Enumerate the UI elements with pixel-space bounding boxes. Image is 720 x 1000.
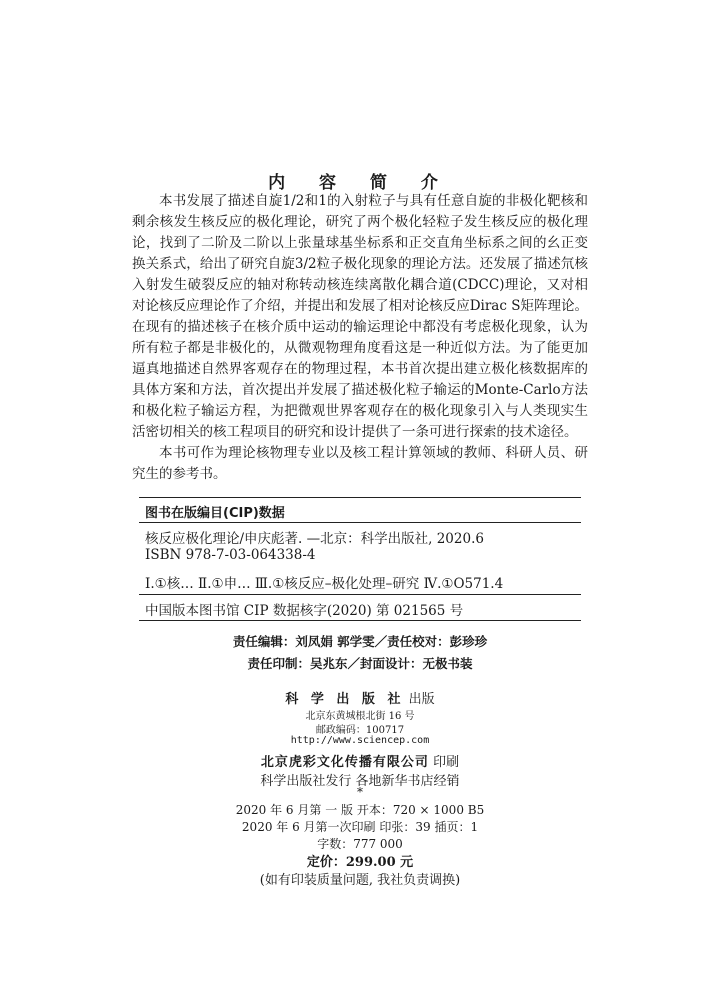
publisher-address: 北京东黄城根北街 16 号: [305, 711, 415, 722]
cip-bottom-rule: [139, 620, 581, 621]
publisher-suffix: 出版: [408, 692, 435, 707]
abstract-paragraph-2: 本书可作为理论核物理专业以及核工程计算领域的教师、科研人员、研究生的参考书。: [132, 445, 588, 482]
price: 定价：299.00 元: [306, 855, 414, 870]
cip-line-title: 核反应极化理论/申庆彪著. —北京：科学出版社, 2020.6: [145, 531, 484, 547]
printing-line: 2020 年 6 月第一次印刷 印张：39 插页：1: [241, 820, 479, 834]
section-title: 内 容 简 介: [268, 173, 452, 193]
printer-suffix: 印刷: [433, 755, 460, 770]
abstract-paragraph-1: 本书发展了描述自旋1/2和1的入射粒子与具有任意自旋的非极化靶核和剩余核发生核反应的极化理论，研究了两个极化轻粒子发生核反应的极化理论，找到了二阶及二阶以上张量球基坐标系和正交直角坐标系之间的幺正变换关系式，给出了研究自旋3/2粒子极化现象的理论方法。还发展了描述氘核入射发生破裂反应的轴对称转动核连续离散化耦合道(CDCC)理论，又对相对论核反应理论作了介绍，并提出和发展了相对论核反应Dirac S矩阵理论。在现有的描述核子在核介质中运动的输运理论中都没有考虑极化现象，认为所有粒子都是非极化的，从微观物理角度看这是一种近似方法。为了能更加逼真地描述自然界客观存在的物理过程，本书首次提出建立极化核数据库的具体方案和方法，首次提出并发展了描述极化粒子输运的Monte-Carlo方法和极化粒子输运方程，为把微观世界客观存在的极化现象引入与人类现实生活密切相关的核工程项目的研究和设计提供了一条可进行探索的技术途径。: [132, 193, 588, 440]
edition-line: 2020 年 6 月第 一 版 开本：720 × 1000 B5: [235, 803, 485, 817]
quality-notice: (如有印装质量问题, 我社负责调换): [259, 873, 461, 888]
printer-name: 北京虎彩文化传播有限公司: [260, 755, 429, 770]
publisher-postcode: 邮政编码：100717: [315, 725, 405, 736]
printer-line: [0, 751, 720, 770]
cip-heading-rule: [139, 522, 581, 523]
publisher-url: http://www.sciencep.com: [290, 735, 430, 746]
credits-production: 责任印制：吴兆东／封面设计：无极书装: [247, 656, 473, 671]
cip-middle-rule: [139, 594, 581, 595]
distribution-line: 科学出版社发行 各地新华书店经销: [260, 774, 460, 789]
cip-line-isbn: ISBN 978-7-03-064338-4: [145, 547, 316, 563]
separator-star: *: [357, 785, 363, 799]
cip-heading: 图书在版编目(CIP)数据: [145, 506, 285, 521]
cip-top-rule: [139, 497, 581, 498]
credits-editors: 责任编辑：刘凤娟 郭学雯／责任校对：彭珍珍: [232, 634, 488, 649]
publisher-line: [0, 688, 720, 707]
cip-line-classification: Ⅰ.①核… Ⅱ.①申… Ⅲ.①核反应–极化处理–研究 Ⅳ.①O571.4: [145, 576, 504, 592]
publisher-name: 科 学 出 版 社: [285, 692, 405, 707]
abstract: [132, 191, 588, 485]
word-count: 字数：777 000: [317, 837, 403, 851]
cip-line-number: 中国版本图书馆 CIP 数据核字(2020) 第 021565 号: [145, 603, 464, 619]
